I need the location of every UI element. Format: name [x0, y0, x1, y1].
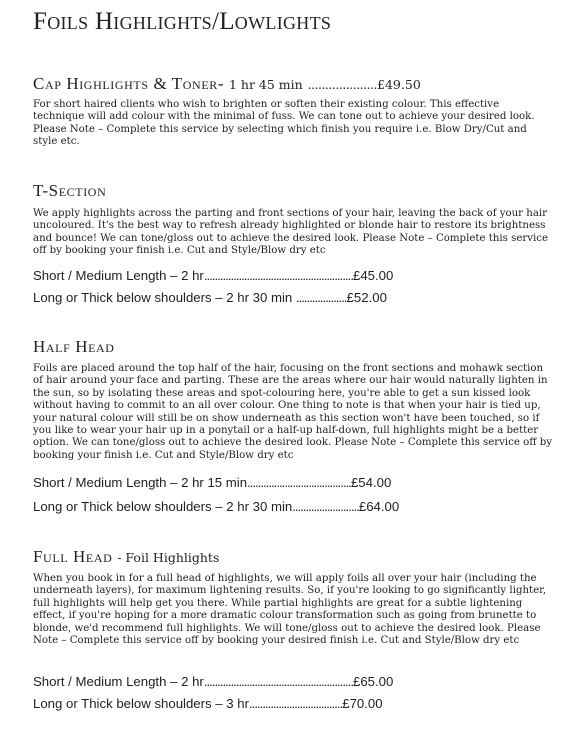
cap-highlights-dots: .................... [307, 77, 378, 92]
cap-highlights-price: £49.50 [377, 77, 421, 92]
price-value: £70.00 [342, 696, 383, 711]
full-head-subtitle: - Foil Highlights [117, 550, 220, 565]
price-label: Short / Medium Length – 2 hr [33, 268, 204, 283]
price-dots: ......................... [292, 499, 359, 514]
price-value: £64.00 [358, 499, 400, 514]
price-dots: ................................... [249, 696, 343, 711]
price-dots: ....................................... [247, 475, 351, 490]
price-label: Long or Thick below shoulders – 2 hr 30 min [33, 290, 293, 305]
price-label: Long or Thick below shoulders – 3 hr [33, 696, 250, 711]
price-dots: ........................................................ [203, 674, 353, 689]
price-dots: ................... [295, 290, 347, 305]
full-head-heading [33, 547, 219, 567]
cap-highlights-heading [33, 74, 421, 94]
price-value: £52.00 [346, 290, 387, 305]
cap-highlights-description: For short haired clients who wish to brighten or soften their existing colour. This effective technique will add colour with the minimal of fuss. We can tone out to achieve your desired look. Please Note – Complete this service by selecting which finish you require i.e. Blow Dry/Cut and style etc. [33, 99, 535, 148]
half-head-price-row-long [33, 499, 399, 514]
cap-highlights-time: 1 hr 45 min [228, 77, 303, 92]
full-head-price-row-short [33, 674, 393, 689]
full-head-title: Full Head [33, 547, 113, 566]
price-label: Long or Thick below shoulders – 2 hr 30 min [33, 499, 293, 514]
full-head-description: When you book in for a full head of highlights, we will apply foils all over your hair (including the underneath layers), for maximum lightening results. So, if you're looking to go significantly lighter, full highlights will help get you there. While partial highlights are great for a subtle lightening effect, if you're hoping for a more dramatic colour transformation such as going from brunette to blonde, we'd recommend full highlights. We will tone/gloss out to achieve the desired look. Please Note – Complete this service off by booking your desired finish i.e. Cut and Style/Blow dry etc [33, 573, 547, 647]
half-head-description: Foils are placed around the top half of the hair, focusing on the front sections and mohawk section of hair around your face and parting. These are the areas where our hair would naturally lighten in the sun, so by isolating these areas and spot-colouring here, you're able to get a sun kissed look without having to commit to an all over colour. One thing to note is that when your hair is tied up, your natural colour will still be on show underneath as this section won't have been touched, so if you like to wear your hair up in a ponytail or a half-up half-down, full highlights might be a better option. We can tone/gloss out to achieve the desired look. Please Note – Complete this service off by booking your finish i.e. Cut and Style/Blow dry etc [33, 363, 553, 461]
half-head-title: Half Head [33, 337, 115, 356]
half-head-price-row-short [33, 475, 391, 490]
price-value: £45.00 [353, 268, 394, 283]
full-head-price-row-long [33, 696, 383, 711]
price-value: £54.00 [350, 475, 392, 490]
t-section-price-row-short [33, 268, 393, 283]
t-section-description: We apply highlights across the parting and front sections of your hair, leaving the back of your hair uncoloured. It's the best way to refresh already highlighted or blonde hair to restore its brightness and bounce! We can tone/gloss out to achieve the desired look. Please Note – Complete this service off by booking your finish i.e. Cut and Style/Blow dry etc [33, 208, 548, 257]
price-value: £65.00 [353, 674, 394, 689]
page-title: Foils Highlights/Lowlights [33, 8, 332, 35]
t-section-title: T-Section [33, 181, 107, 200]
cap-highlights-title: Cap Highlights & Toner- [33, 74, 225, 93]
price-label: Short / Medium Length – 2 hr [33, 674, 204, 689]
t-section-price-row-long [33, 290, 387, 305]
price-dots: ........................................................ [203, 268, 353, 283]
price-label: Short / Medium Length – 2 hr 15 min [33, 475, 248, 490]
